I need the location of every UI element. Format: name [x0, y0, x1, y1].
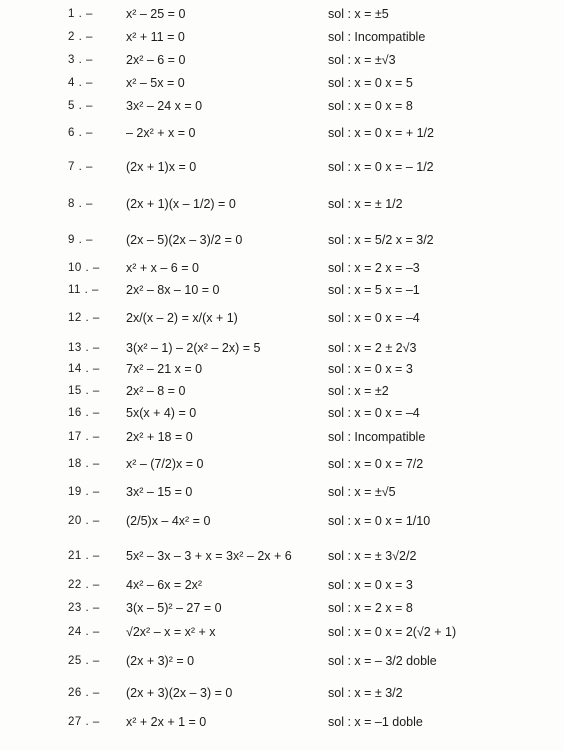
problem-equation: (2x – 5)(2x – 3)/2 = 0 [126, 233, 243, 247]
problem-equation: (2/5)x – 4x² = 0 [126, 514, 211, 528]
problem-number: 23 . – [68, 602, 100, 614]
problem-number: 17 . – [68, 431, 100, 443]
problem-equation: x² – 5x = 0 [126, 76, 185, 90]
problem-solution: sol : x = –1 doble [328, 715, 423, 729]
problem-number: 22 . – [68, 579, 100, 591]
problem-equation: 3x² – 15 = 0 [126, 485, 193, 499]
problem-equation: 7x² – 21 x = 0 [126, 362, 203, 376]
problem-number: 16 . – [68, 407, 100, 419]
problem-number: 9 . – [68, 234, 93, 246]
problem-number: 27 . – [68, 716, 100, 728]
problem-number: 8 . – [68, 198, 93, 210]
problem-solution: sol : x = 2 x = 8 [328, 601, 413, 615]
problem-number: 14 . – [68, 363, 100, 375]
problem-number: 12 . – [68, 312, 100, 324]
problem-solution: sol : x = 5 x = –1 [328, 283, 420, 297]
problem-equation: x² + 11 = 0 [126, 30, 185, 44]
problem-number: 25 . – [68, 655, 100, 667]
problem-equation: 2x² – 6 = 0 [126, 53, 186, 67]
problem-number: 5 . – [68, 100, 93, 112]
problem-solution: sol : x = 5/2 x = 3/2 [328, 233, 434, 247]
problem-equation: √2x² – x = x² + x [126, 625, 216, 639]
problem-solution: sol : x = ±√5 [328, 485, 396, 499]
problem-equation: – 2x² + x = 0 [126, 126, 196, 140]
problem-solution: sol : x = ±√3 [328, 53, 396, 67]
problem-solution: sol : x = 0 x = + 1/2 [328, 126, 434, 140]
problem-equation: x² + 2x + 1 = 0 [126, 715, 207, 729]
problem-solution: sol : Incompatible [328, 430, 426, 444]
problem-equation: 3(x² – 1) – 2(x² – 2x) = 5 [126, 341, 261, 355]
problem-number: 4 . – [68, 77, 93, 89]
problem-number: 10 . – [68, 262, 100, 274]
problem-solution: sol : x = ± 3/2 [328, 686, 403, 700]
problem-equation: (2x + 3)(2x – 3) = 0 [126, 686, 233, 700]
problem-number: 6 . – [68, 127, 93, 139]
problem-number: 21 . – [68, 550, 100, 562]
problem-number: 20 . – [68, 515, 100, 527]
problem-solution: sol : x = ±5 [328, 7, 389, 21]
problem-number: 26 . – [68, 687, 100, 699]
problem-number: 11 . – [68, 284, 99, 296]
problem-number: 2 . – [68, 31, 93, 43]
problem-solution: sol : Incompatible [328, 30, 426, 44]
problem-equation: 2x² – 8 = 0 [126, 384, 186, 398]
problem-solution: sol : x = ±2 [328, 384, 389, 398]
problem-number: 1 . – [68, 8, 93, 20]
problem-solution: sol : x = 2 x = –3 [328, 261, 420, 275]
problem-solution: sol : x = 0 x = 7/2 [328, 457, 424, 471]
problem-equation: x² – (7/2)x = 0 [126, 457, 204, 471]
problem-equation: 5x(x + 4) = 0 [126, 406, 197, 420]
problem-solution: sol : x = 0 x = 2(√2 + 1) [328, 625, 457, 639]
problem-solution: sol : x = 0 x = –4 [328, 311, 420, 325]
problem-solution: sol : x = 0 x = 3 [328, 578, 413, 592]
problem-number: 18 . – [68, 458, 100, 470]
problem-solution: sol : x = 2 ± 2√3 [328, 341, 417, 355]
problem-equation: x² – 25 = 0 [126, 7, 186, 21]
problem-number: 24 . – [68, 626, 100, 638]
problem-solution: sol : x = ± 3√2/2 [328, 549, 417, 563]
problem-solution: sol : x = 0 x = – 1/2 [328, 160, 434, 174]
problem-equation: 4x² – 6x = 2x² [126, 578, 203, 592]
problem-solution: sol : x = ± 1/2 [328, 197, 403, 211]
problem-number: 19 . – [68, 486, 100, 498]
problem-solution: sol : x = 0 x = 8 [328, 99, 413, 113]
problem-equation: 2x² – 8x – 10 = 0 [126, 283, 220, 297]
problem-solution: sol : x = 0 x = 3 [328, 362, 413, 376]
problem-solution: sol : x = 0 x = 1/10 [328, 514, 431, 528]
problem-equation: 2x² + 18 = 0 [126, 430, 193, 444]
problem-number: 15 . – [68, 385, 100, 397]
problem-equation: 2x/(x – 2) = x/(x + 1) [126, 311, 238, 325]
problem-equation: 3x² – 24 x = 0 [126, 99, 203, 113]
problem-equation: x² + x – 6 = 0 [126, 261, 199, 275]
problem-number: 7 . – [68, 161, 93, 173]
problem-equation: 5x² – 3x – 3 + x = 3x² – 2x + 6 [126, 549, 292, 563]
problem-solution: sol : x = 0 x = –4 [328, 406, 420, 420]
problem-equation: 3(x – 5)² – 27 = 0 [126, 601, 222, 615]
problem-number: 3 . – [68, 54, 93, 66]
problem-number: 13 . – [68, 342, 100, 354]
problem-equation: (2x + 3)² = 0 [126, 654, 195, 668]
problem-equation: (2x + 1)x = 0 [126, 160, 197, 174]
problem-solution: sol : x = – 3/2 doble [328, 654, 437, 668]
problem-equation: (2x + 1)(x – 1/2) = 0 [126, 197, 236, 211]
problem-solution: sol : x = 0 x = 5 [328, 76, 413, 90]
